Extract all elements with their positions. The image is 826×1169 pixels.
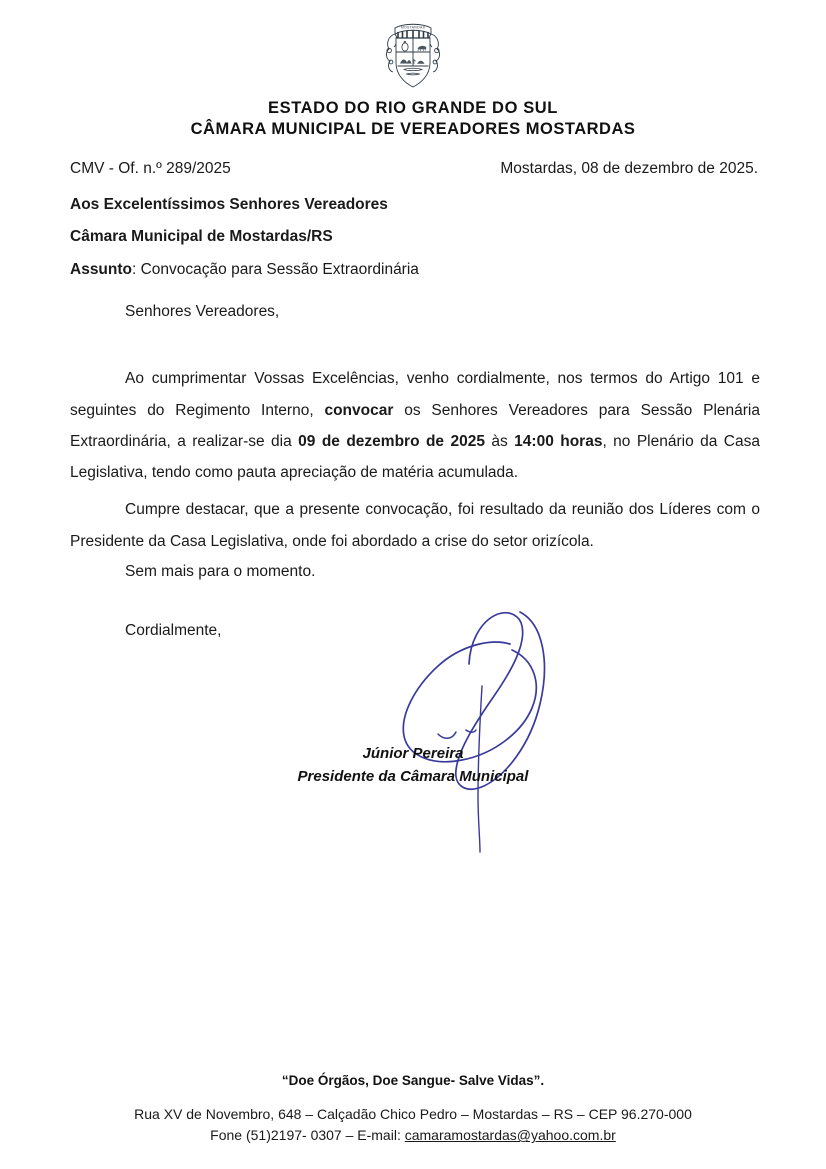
signature-strokes <box>370 600 590 860</box>
signature-caption <box>0 743 826 788</box>
closing-line-1: Sem mais para o momento. <box>125 563 316 580</box>
addressee-block <box>70 193 758 281</box>
paragraph-1-bold-date: 09 de dezembro de 2025 <box>298 432 485 450</box>
signer-role: Presidente da Câmara Municipal <box>297 767 529 785</box>
paragraph-1 <box>70 363 760 488</box>
salutation: Senhores Vereadores, <box>125 303 280 320</box>
subject-text: : Convocação para Sessão Extraordinária <box>132 260 419 278</box>
closing-line-2: Cordialmente, <box>125 622 222 639</box>
chamber-title: CÂMARA MUNICIPAL DE VEREADORES MOSTARDAS <box>190 119 636 138</box>
footer-slogan: “Doe Órgãos, Doe Sangue- Salve Vidas”. <box>281 1072 545 1088</box>
paragraph-1-bold-convocar: convocar <box>324 401 394 419</box>
paragraph-1-bold-time: 14:00 horas <box>514 432 603 450</box>
paragraph-1-part-3: às <box>484 432 515 450</box>
paragraph-2: Cumpre destacar, que a presente convocação, foi resultado da reunião dos Líderes com o Presidente da Casa Legislativa, onde foi abordado a crise do setor orizícola. <box>70 501 760 550</box>
signature-mark <box>370 600 590 860</box>
document-meta <box>70 158 758 290</box>
document-body <box>70 300 760 563</box>
footer-phone: Fone (51)2197- 0307 – E-mail: <box>210 1127 405 1144</box>
addressee-line-2: Câmara Municipal de Mostardas/RS <box>70 228 333 246</box>
footer-address <box>0 1104 826 1147</box>
signer-name: Júnior Pereira <box>362 745 464 762</box>
state-title: ESTADO DO RIO GRANDE DO SUL <box>268 99 558 117</box>
paragraph-1-part-2: os Senhores Vereadores para Sessão Plenária Extraordinária, a realizar-se dia <box>70 401 760 450</box>
paragraph-1-part-1: Ao cumprimentar Vossas Excelências, venho cordialmente, nos termos do Artigo 101 e seguintes do Regimento Interno, <box>70 370 760 419</box>
page-footer <box>0 1073 826 1147</box>
footer-address-line: Rua XV de Novembro, 648 – Calçadão Chico Pedro – Mostardas – RS – CEP 96.270-000 <box>134 1105 692 1122</box>
footer-contact-line <box>0 1125 826 1147</box>
letterhead <box>0 18 826 139</box>
svg-text:MOSTARDAS: MOSTARDAS <box>400 25 426 30</box>
coat-of-arms-icon <box>384 18 442 90</box>
footer-email-link[interactable]: camaramostardas@yahoo.com.br <box>404 1127 616 1144</box>
addressee-line-1: Aos Excelentíssimos Senhores Vereadores <box>70 196 388 214</box>
place-and-date: Mostardas, 08 de dezembro de 2025. <box>500 160 758 177</box>
subject-line <box>70 258 758 282</box>
subject-label: Assunto <box>70 260 132 278</box>
paragraph-1-part-4: , no Plenário da Casa Legislativa, tendo como pauta apreciação de matéria acumulada. <box>70 432 760 482</box>
reference-row <box>70 158 758 180</box>
document-reference: CMV - Of. n.º 289/2025 <box>70 160 231 177</box>
